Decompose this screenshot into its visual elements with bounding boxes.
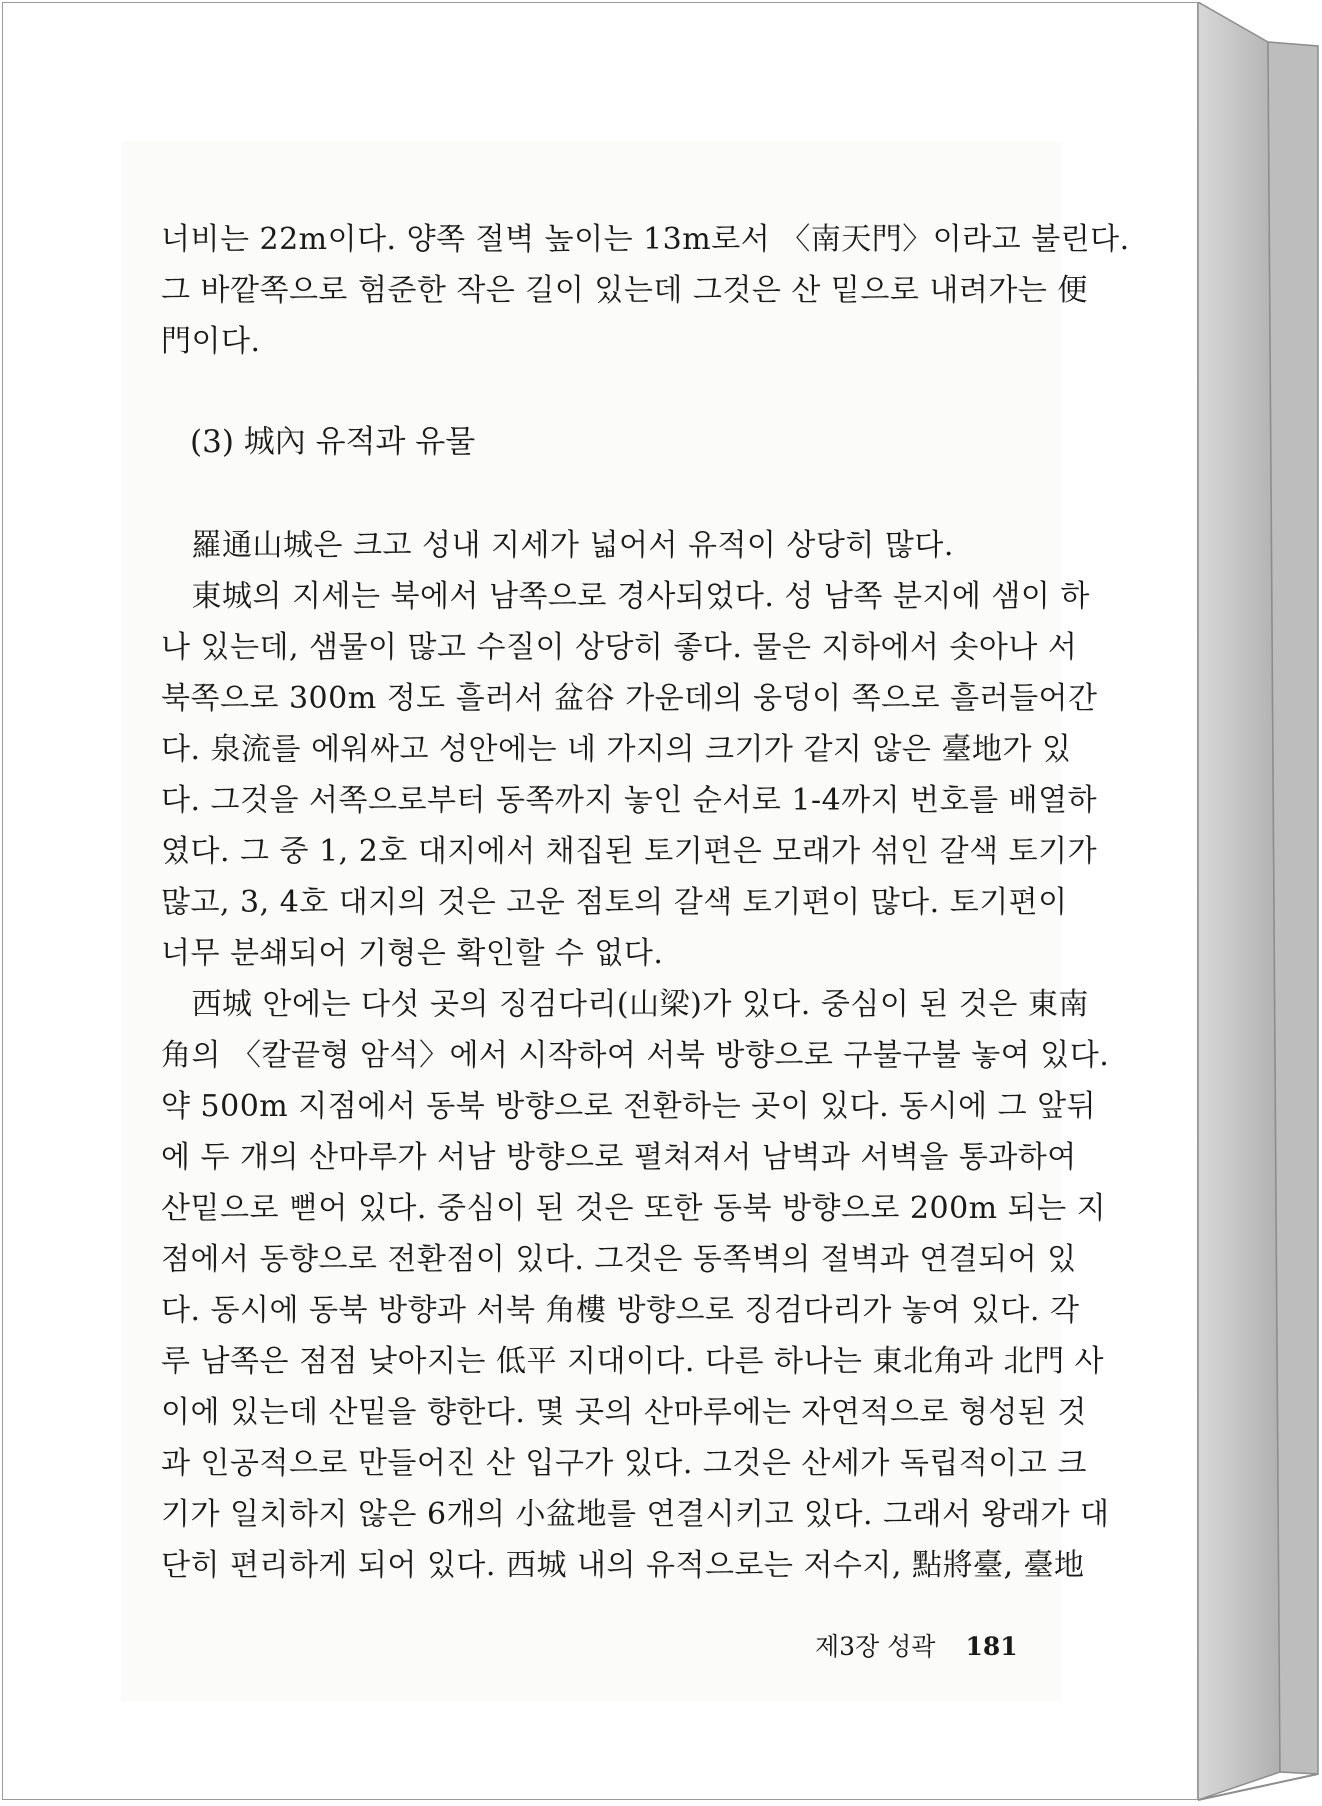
text-line: 다. 그것을 서쪽으로부터 동쪽까지 놓인 순서로 1-4까지 번호를 배열하 — [161, 783, 1098, 818]
page-footer — [815, 1627, 1018, 1663]
text-line: 羅通山城은 크고 성내 지세가 넓어서 유적이 상당히 많다. — [161, 528, 954, 563]
paragraph-continuation — [161, 214, 1130, 367]
chapter-title: 제3장 성곽 — [815, 1632, 936, 1661]
section-body — [161, 520, 1110, 1591]
text-line: 많고, 3, 4호 대지의 것은 고운 점토의 갈색 토기편이 많다. 토기편이 — [161, 885, 1068, 920]
text-line: 東城의 지세는 북에서 남쪽으로 경사되었다. 성 남쪽 분지에 샘이 하 — [161, 579, 1090, 614]
text-line: 산밑으로 뻗어 있다. 중심이 된 것은 또한 동북 방향으로 200m 되는 지 — [161, 1191, 1107, 1226]
book-edge-shading — [1198, 2, 1320, 1804]
text-line: 西城 안에는 다섯 곳의 징검다리(山梁)가 있다. 중심이 된 것은 東南 — [161, 987, 1089, 1022]
text-line: 다. 동시에 동북 방향과 서북 角樓 방향으로 징검다리가 놓여 있다. 각 — [161, 1293, 1080, 1328]
text-line: 그 바깥쪽으로 험준한 작은 길이 있는데 그것은 산 밑으로 내려가는 便 — [161, 273, 1088, 308]
section-heading: (3) 城內 유적과 유물 — [190, 424, 476, 460]
text-line: 약 500m 지점에서 동북 방향으로 전환하는 곳이 있다. 동시에 그 앞뒤 — [161, 1089, 1097, 1124]
text-line: 북쪽으로 300m 정도 흘러서 盆谷 가운데의 웅덩이 쪽으로 흘러들어간 — [161, 681, 1098, 716]
text-line: 루 남쪽은 점점 낮아지는 低平 지대이다. 다른 하나는 東北角과 北門 사 — [161, 1344, 1104, 1379]
text-line: 단히 편리하게 되어 있다. 西城 내의 유적으로는 저수지, 點將臺, 臺地 — [161, 1548, 1085, 1583]
page-number: 181 — [965, 1632, 1018, 1661]
text-line: 角의 〈칼끝형 암석〉에서 시작하여 서북 방향으로 구불구불 놓여 있다. — [161, 1038, 1110, 1073]
text-line: 였다. 그 중 1, 2호 대지에서 채집된 토기편은 모래가 섞인 갈색 토기가 — [161, 834, 1098, 869]
text-line: 너비는 22m이다. 양쪽 절벽 높이는 13m로서 〈南天門〉이라고 불린다. — [161, 222, 1130, 257]
text-line: 점에서 동향으로 전환점이 있다. 그것은 동쪽벽의 절벽과 연결되어 있 — [161, 1242, 1077, 1277]
text-line: 나 있는데, 샘물이 많고 수질이 상당히 좋다. 물은 지하에서 솟아나 서 — [161, 630, 1078, 665]
text-line: 과 인공적으로 만들어진 산 입구가 있다. 그것은 산세가 독립적이고 크 — [161, 1446, 1087, 1481]
text-line: 門이다. — [161, 324, 261, 359]
text-line: 이에 있는데 산밑을 향한다. 몇 곳의 산마루에는 자연적으로 형성된 것 — [161, 1395, 1087, 1430]
text-line: 에 두 개의 산마루가 서남 방향으로 펼쳐져서 남벽과 서벽을 통과하여 — [161, 1140, 1077, 1175]
text-line: 너무 분쇄되어 기형은 확인할 수 없다. — [161, 936, 664, 971]
text-line: 기가 일치하지 않은 6개의 小盆地를 연결시키고 있다. 그래서 왕래가 대 — [161, 1497, 1110, 1532]
text-line: 다. 泉流를 에워싸고 성안에는 네 가지의 크기가 같지 않은 臺地가 있 — [161, 732, 1072, 767]
